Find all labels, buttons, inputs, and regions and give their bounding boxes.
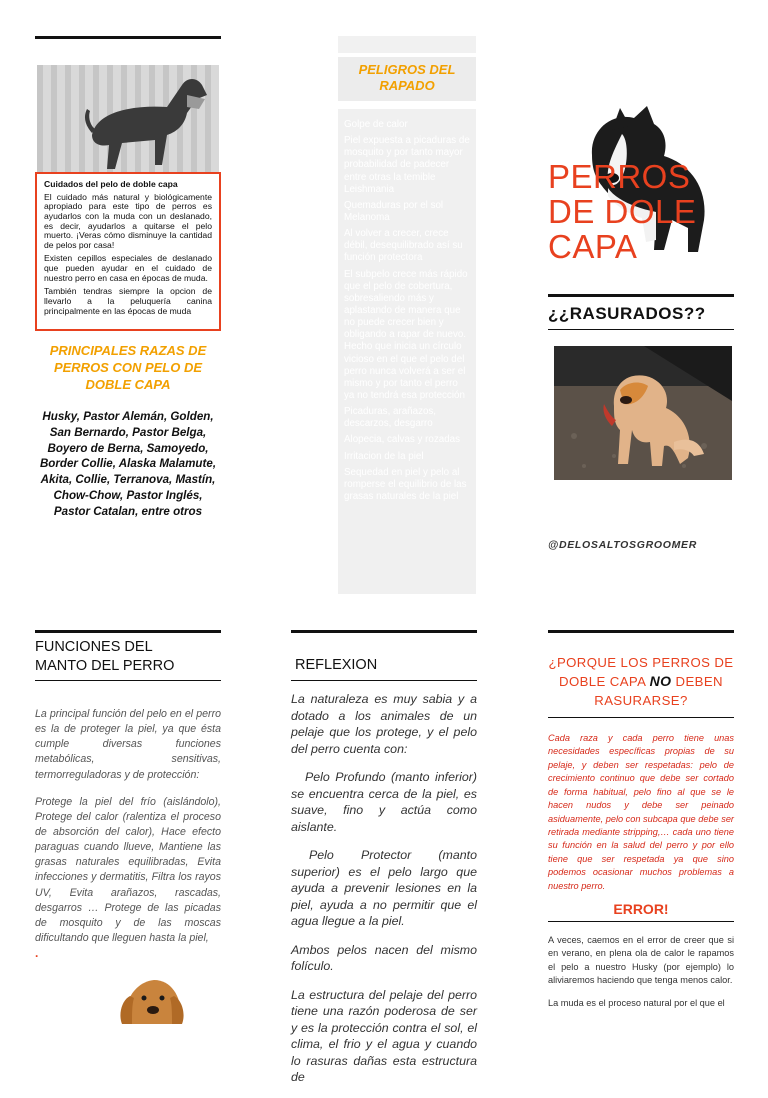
top-rule-col1 — [35, 36, 221, 39]
funciones-paragraph-2: Protege la piel del frío (aislándolo), Protege del calor (ralentiza el proceso de absorción del calor), Hace efecto paraguas cuando llueve, Mantiene las grasas naturales equilibradas, Evita infecciones y dermatitis, Filtra los rayos UV, Evita arañazos, rascadas, desgarros … Protege de las picadas de mosquito y de las moscas dificultando que lleguen hasta la piel, — [35, 795, 221, 944]
cover-subtitle: ¿¿RASURADOS?? — [548, 304, 706, 323]
porque-title-start: ¿PORQUE LOS PERROS DE DOBLE CAPA — [548, 655, 734, 690]
care-info-box — [35, 172, 221, 331]
peligros-item: Quemaduras por el sol Melanoma — [344, 199, 444, 223]
care-paragraph-3: También tendras siempre la opcion de llevarlo a la peluquería canina principalmente en las épocas de muda — [44, 286, 212, 316]
error-underline — [548, 921, 734, 922]
reflexion-underline — [291, 680, 477, 681]
porque-top-rule — [548, 630, 734, 633]
funciones-underline — [35, 680, 221, 681]
funciones-body — [35, 707, 221, 958]
breeds-title: PRINCIPALES RAZAS DE PERROS CON PELO DE DOBLE CAPA — [49, 343, 207, 392]
cover-title — [548, 160, 738, 265]
reflexion-title: REFLEXION — [295, 657, 378, 673]
porque-underline — [548, 717, 734, 718]
porque-title-no: NO — [649, 673, 672, 690]
funciones-title-line-2: MANTO DEL PERRO — [35, 657, 175, 674]
reflexion-paragraph-5: La estructura del pelaje del perro tiene una razón poderosa de ser y es la protección contra el sol, el clima, el frio y el agua y cuando lo rasuras dañas esta estructura de — [291, 987, 477, 1084]
shaved-chow-photo — [554, 346, 732, 480]
peligros-item: Alopecia, calvas y rozadas — [344, 434, 460, 446]
funciones-title — [35, 638, 221, 676]
reflexion-top-rule — [291, 630, 477, 633]
error-paragraph-1: A veces, caemos en el error de creer que si en verano, en plena ola de calor le rapamos el pelo a nuestro Husky (por ejemplo) lo aliviaremos haciendo que tenga menos calor. — [548, 935, 734, 986]
error-body — [548, 934, 734, 1021]
reflexion-body — [291, 691, 477, 1098]
peligros-item: Golpe de calor — [344, 119, 408, 130]
peligros-item: El subpelo crece más rápido que el pelo de cobertura, sobresaliendo más y aplastando de manera que no puede crecer bien y obligando a rapar de nuevo. Hecho que inicia un círculo vicioso en el que el pelo del perro nunca volverá a ser el mismo y por tanto el perro ya no tendrá esa protección — [344, 268, 468, 401]
care-paragraph-1: El cuidado más natural y biológicamente apropiado para este tipo de perros es ayudarlos con la muda con un deslanado, es decir, ayudarlos a quitarse el pelo muerto. ¡Veras cómo disminuye la cantidad de pelos por casa! — [44, 191, 212, 250]
peligros-top-band — [338, 36, 476, 53]
peligros-item: Picaduras, arañazos, descarzos, desgarro — [344, 406, 437, 430]
red-bullet-dot: . — [35, 946, 39, 960]
error-title: ERROR! — [613, 901, 669, 917]
peligros-item: Al volver a crecer, crece débil, desequilibrado así su función protectora — [344, 228, 463, 264]
cover-rule — [548, 294, 734, 297]
reflexion-paragraph-2: Pelo Profundo (manto inferior) se encuentra cerca de la piel, es suave, fino y actúa como aislante. — [291, 770, 477, 834]
peligros-item: Piel expuesta a picaduras de mosquito y por tanto mayor probabilidad de padecer entre otras la temible Leishmania — [344, 135, 470, 195]
peligros-item: Irritacion de la piel — [344, 450, 424, 462]
instagram-handle: @DELOSALTOSGROOMER — [548, 539, 698, 551]
funciones-paragraph-1: La principal función del pelo en el perro es la de proteger la piel, ya que ésta cumple diversas funciones metabólicas, sensitivas, termorreguladoras y de protección: — [35, 708, 221, 781]
funciones-title-line-1: FUNCIONES DEL — [35, 639, 153, 655]
porque-body: Cada raza y cada perro tiene unas necesidades específicas propias de su pelaje, y deben ser respetadas: pelo de crecimiento continuo que debe ser cortado de forma habitual, pelo fino al que se le hacen nudos y debe ser peinado asiduamente, pelo con subcapa que debe ser retirada mediante stripping,… cada uno tiene su función en la salud del perro y por ello tiene que ser respetada ya que sino podemos ocasionar muchos problemas a nuestro perro. — [548, 733, 734, 891]
schnauzer-photo — [37, 65, 219, 173]
reflexion-paragraph-3: Pelo Protector (manto superior) es el pelo largo que ayuda a prevenir lesiones en la piel, ayuda a no permitir que el agua llegue a la piel. — [291, 848, 477, 928]
cover-title-line-2: DE DOLE — [548, 192, 697, 230]
reflexion-paragraph-1: La naturaleza es muy sabia y a dotado a los animales de un pelaje que los protege, y el pelo del perro cuenta con: — [291, 692, 477, 756]
reflexion-paragraph-4: Ambos pelos nacen del mismo folículo. — [291, 942, 477, 973]
cover-title-line-3: CAPA — [548, 227, 638, 265]
funciones-top-rule — [35, 630, 221, 633]
cover-title-line-1: PERROS — [548, 158, 691, 195]
porque-title-end: DEBEN RASURARSE? — [594, 674, 723, 708]
error-paragraph-2: La muda es el proceso natural por el que el — [548, 998, 725, 1009]
peligros-list — [338, 109, 476, 594]
care-paragraph-2: Existen cepillos especiales de deslanado que pueden ayudar en el cuidado de nuestro perro en casa en épocas de muda. — [44, 253, 212, 283]
porque-title — [548, 654, 734, 710]
breeds-list: Husky, Pastor Alemán, Golden, San Bernardo, Pastor Belga, Boyero de Berna, Samoyedo, Border Collie, Alaska Malamute, Akita, Collie, Terranova, Mastín, Chow-Chow, Pastor Inglés, Pastor Catalan, entre otros — [39, 410, 217, 518]
care-title: Cuidados del pelo de doble capa — [44, 179, 178, 189]
peligros-title: PELIGROS DEL RAPADO — [338, 57, 476, 101]
cover-subtitle-underline — [548, 329, 734, 330]
golden-retriever-photo — [104, 974, 198, 1024]
peligros-item: Sequedad en piel y pelo al romperse el equilibrio de las grasas naturales de la piel — [344, 466, 467, 502]
